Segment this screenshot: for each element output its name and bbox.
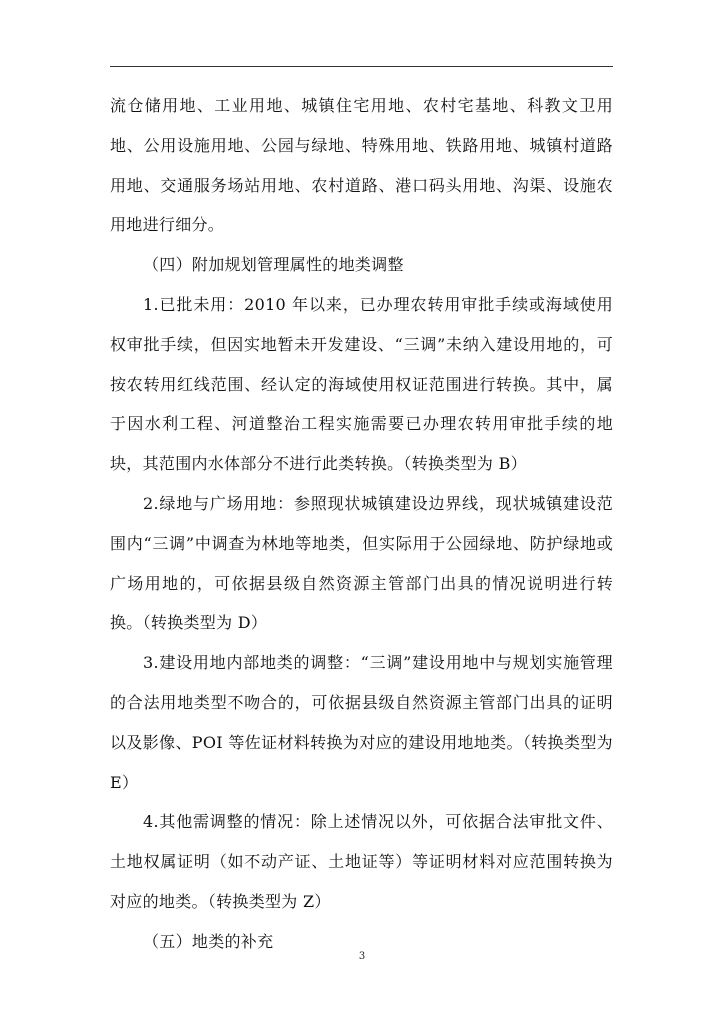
document-body bbox=[110, 86, 613, 962]
header-rule bbox=[110, 66, 613, 67]
section-heading-5: （五）地类的补充 bbox=[143, 931, 274, 951]
paragraph-construction-land-adjustment: 3.建设用地内部地类的调整：“三调”建设用地中与规划实施管理的合法用地类型不吻合的，可依据县级自然资源主管部门出具的证明以及影像、POI 等佐证材料转换为对应的建设用地地类。（转换类型为 E） bbox=[110, 653, 613, 792]
page-number: 3 bbox=[358, 951, 366, 962]
section-heading-4: （四）附加规划管理属性的地类调整 bbox=[143, 255, 404, 275]
paragraph-green-space-plaza: 2.绿地与广场用地：参照现状城镇建设边界线，现状城镇建设范围内“三调”中调查为林地等地类，但实际用于公园绿地、防护绿地或广场用地的，可依据县级自然资源主管部门出具的情况说明进行转换。（转换类型为 D） bbox=[110, 493, 613, 633]
paragraph-approved-unused: 1.已批未用：2010 年以来，已办理农转用审批手续或海域使用权审批手续，但因实地暂未开发建设、“三调”未纳入建设用地的，可按农转用红线范围、经认定的海域使用权证范围进行转换。其中，属于因水利工程、河道整治工程实施需要已办理农转用审批手续的地块，其范围内水体部分不进行此类转换。（转换类型为 B） bbox=[110, 294, 613, 474]
paragraph-other-adjustments: 4.其他需调整的情况：除上述情况以外，可依据合法审批文件、土地权属证明（如不动产证、土地证等）等证明材料对应范围转换为对应的地类。（转换类型为 Z） bbox=[110, 812, 613, 911]
paragraph-land-use-subdivision: 流仓储用地、工业用地、城镇住宅用地、农村宅基地、科教文卫用地、公用设施用地、公园与绿地、特殊用地、铁路用地、城镇村道路用地、交通服务场站用地、农村道路、港口码头用地、沟渠、设施农用地进行细分。 bbox=[110, 96, 613, 235]
